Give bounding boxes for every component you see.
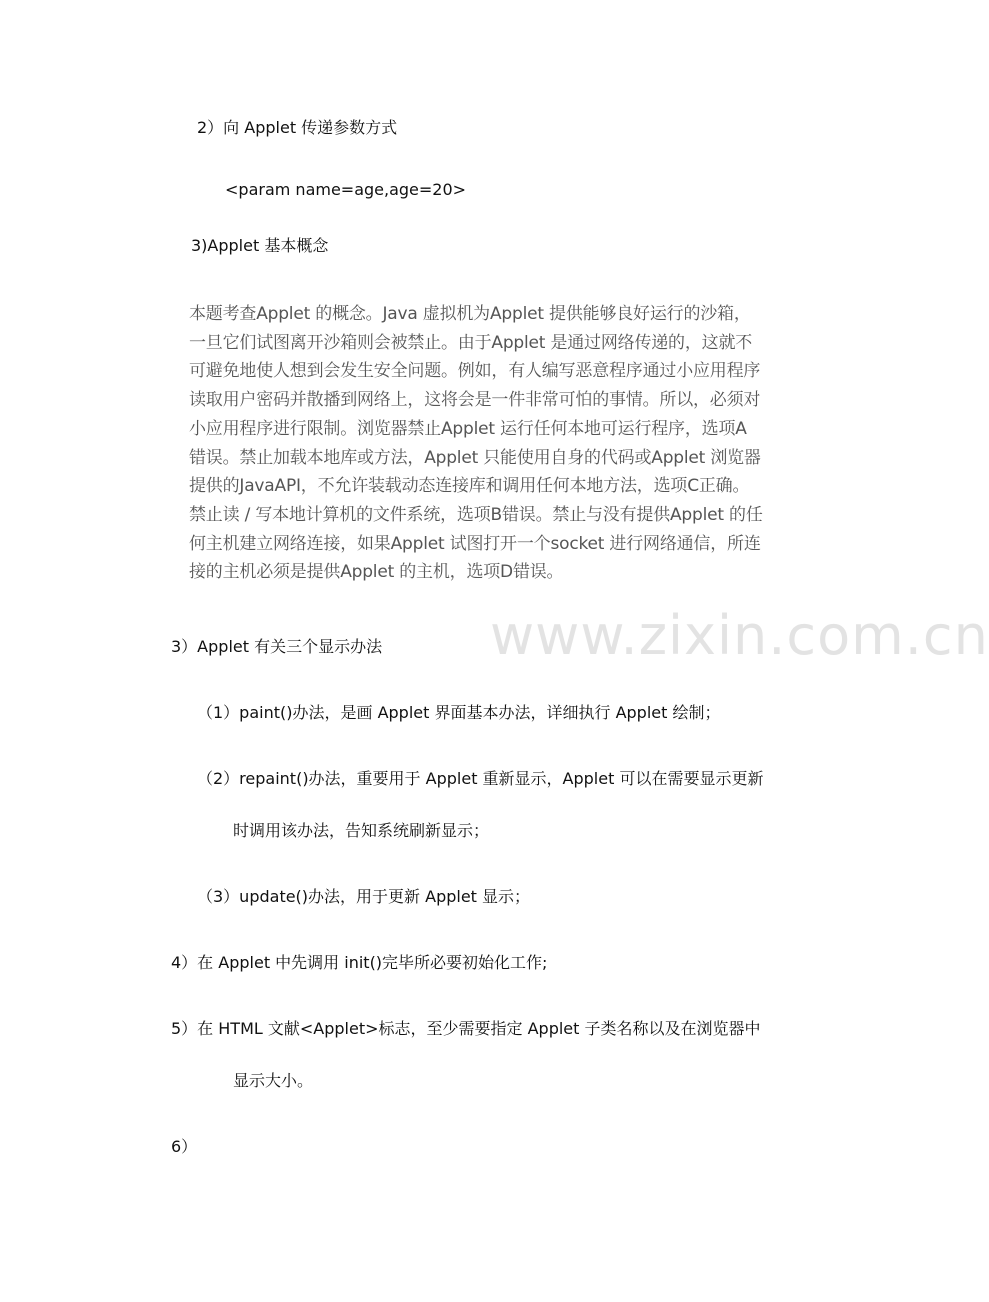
param-example: <param name=age,age=20> <box>225 180 467 199</box>
item-5-continued: 显示大小。 <box>233 1071 314 1090</box>
item-3-heading: 3)Applet 基本概念 <box>191 236 329 255</box>
update-method: （3）update()办法，用于更新 Applet 显示； <box>197 887 531 906</box>
repaint-method-continued: 时调用该办法，告知系统刷新显示； <box>233 821 490 840</box>
item-4: 4）在 Applet 中先调用 init()完毕所必要初始化工作; <box>171 953 548 972</box>
display-methods-heading: 3）Applet 有关三个显示办法 <box>171 637 383 656</box>
explanation-line: 错误。禁止加载本地库或方法，Applet 只能使用自身的代码或Applet 浏览器 <box>189 447 761 468</box>
explanation-line: 何主机建立网络连接，如果Applet 试图打开一个socket 进行网络通信，所连 <box>189 533 761 554</box>
explanation-line: 提供的JavaAPI，不允许装载动态连接库和调用任何本地方法，选项C正确。 <box>189 476 750 497</box>
explanation-line: 可避免地使人想到会发生安全问题。例如，有人编写恶意程序通过小应用程序 <box>189 361 761 382</box>
explanation-line: 禁止读 / 写本地计算机的文件系统，选项B错误。禁止与没有提供Applet 的任 <box>189 504 763 525</box>
explanation-line: 一旦它们试图离开沙箱则会被禁止。由于Applet 是通过网络传递的，这就不 <box>189 332 753 353</box>
explanation-line: 接的主机必须是提供Applet 的主机，选项D错误。 <box>189 562 564 583</box>
explanation-image-text <box>189 300 763 587</box>
paint-method: （1）paint()办法，是画 Applet 界面基本办法，详细执行 Applet 绘制； <box>197 703 721 722</box>
item-2-heading: 2）向 Applet 传递参数方式 <box>197 118 398 137</box>
item-5: 5）在 HTML 文献<Applet>标志，至少需要指定 Applet 子类名称以及在浏览器中 <box>171 1019 761 1038</box>
repaint-method: （2）repaint()办法，重要用于 Applet 重新显示，Applet 可以在需要显示更新 <box>197 769 764 788</box>
explanation-line: 本题考查Applet 的概念。Java 虚拟机为Applet 提供能够良好运行的沙箱， <box>189 304 751 324</box>
watermark: www.zixin.com.cn <box>490 604 989 667</box>
item-6: 6） <box>171 1137 198 1156</box>
explanation-line: 读取用户密码并散播到网络上，这将会是一件非常可怕的事情。所以，必须对 <box>189 390 761 411</box>
explanation-line: 小应用程序进行限制。浏览器禁止Applet 运行任何本地可运行程序，选项A <box>189 418 747 439</box>
